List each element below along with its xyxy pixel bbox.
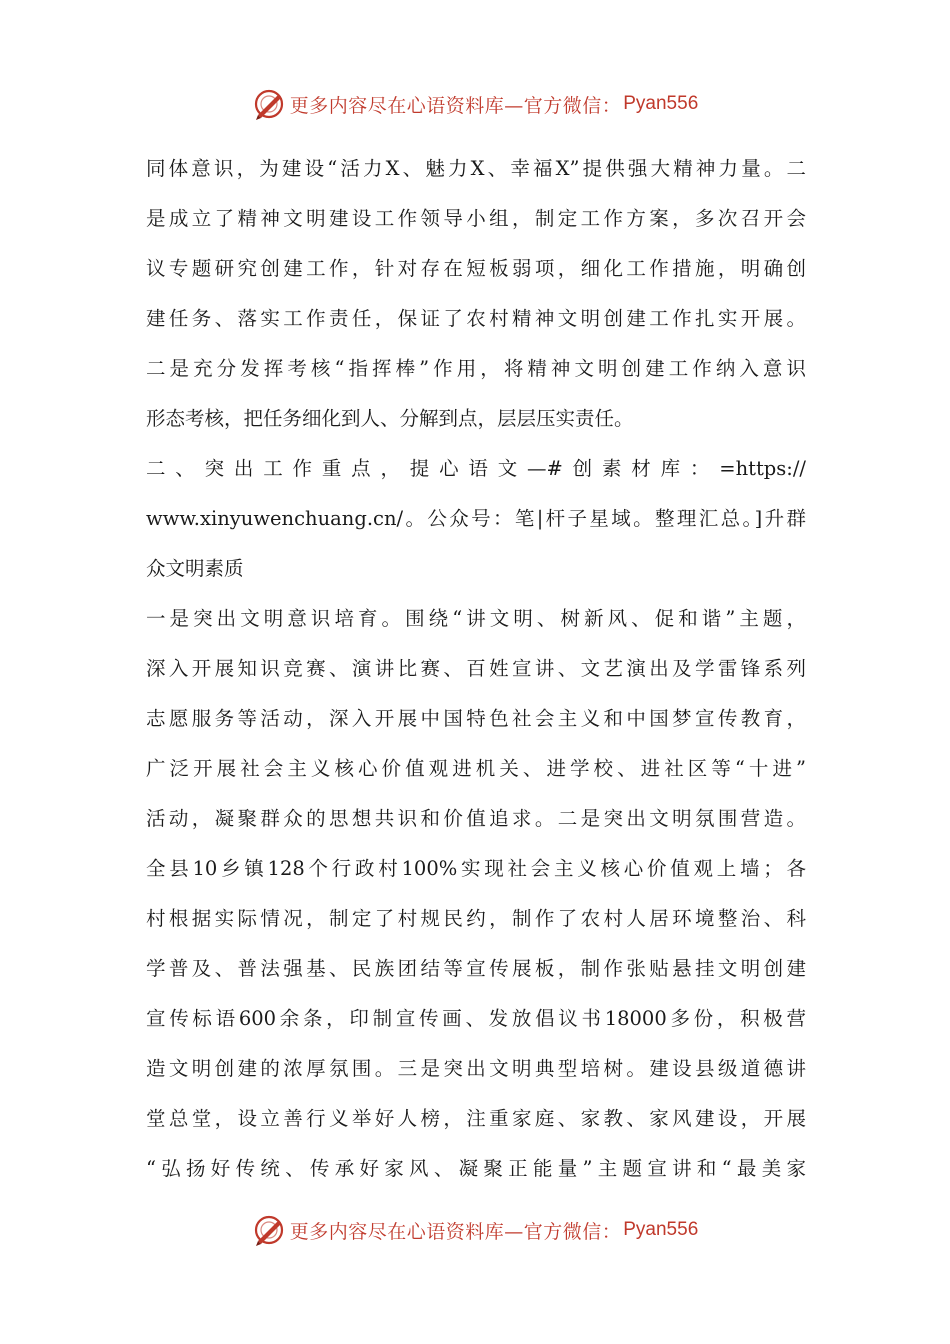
text-line: 宣传标语600余条，印制宣传画、发放倡议书18000多份，积极营 (146, 1007, 806, 1030)
section-heading-line: 二、突出工作重点，提心语文—#创素材库：=https:// (146, 457, 806, 480)
text-line: “弘扬好传统、传承好家风、凝聚正能量”主题宣讲和“最美家 (146, 1157, 806, 1180)
banner-text: 更多内容尽在心语资料库—官方微信： (289, 1220, 622, 1243)
header-banner (0, 84, 950, 124)
document-body (146, 144, 806, 1194)
text-line: www.xinyuwenchuang.cn/。公众号：笔|杆子星域。整理汇总。]升群 (146, 507, 806, 530)
pen-logo-icon (252, 1213, 286, 1247)
text-line: 志愿服务等活动，深入开展中国特色社会主义和中国梦宣传教育， (146, 707, 806, 730)
text-line: 堂总堂，设立善行义举好人榜，注重家庭、家教、家风建设，开展 (146, 1107, 806, 1130)
text-line: 众文明素质 (146, 557, 244, 580)
text-line: 广泛开展社会主义核心价值观进机关、进学校、进社区等“十进” (146, 757, 806, 780)
text-line: 形态考核，把任务细化到人、分解到点，层层压实责任。 (146, 407, 634, 430)
text-line: 是成立了精神文明建设工作领导小组，制定工作方案，多次召开会 (146, 207, 806, 230)
text-line: 学普及、普法强基、民族团结等宣传展板，制作张贴悬挂文明创建 (146, 957, 806, 980)
wechat-id: Pyan556 (623, 93, 699, 114)
text-line: 议专题研究创建工作，针对存在短板弱项，细化工作措施，明确创 (146, 257, 806, 280)
wechat-id: Pyan556 (623, 1219, 699, 1240)
text-line: 同体意识，为建设“活力X、魅力X、幸福X”提供强大精神力量。二 (146, 157, 806, 180)
pen-logo-icon (252, 87, 286, 121)
text-line: 村根据实际情况，制定了村规民约，制作了农村人居环境整治、科 (146, 907, 806, 930)
text-line: 活动，凝聚群众的思想共识和价值追求。二是突出文明氛围营造。 (146, 807, 806, 830)
footer-banner (0, 1210, 950, 1250)
text-line: 二是充分发挥考核“指挥棒”作用，将精神文明创建工作纳入意识 (146, 357, 806, 380)
text-line: 建任务、落实工作责任，保证了农村精神文明创建工作扎实开展。 (146, 307, 806, 330)
banner-text: 更多内容尽在心语资料库—官方微信： (289, 94, 622, 117)
text-line: 造文明创建的浓厚氛围。三是突出文明典型培树。建设县级道德讲 (146, 1057, 806, 1080)
text-line: 全县10乡镇128个行政村100%实现社会主义核心价值观上墙；各 (146, 857, 806, 880)
text-line: 深入开展知识竞赛、演讲比赛、百姓宣讲、文艺演出及学雷锋系列 (146, 657, 806, 680)
text-line: 一是突出文明意识培育。围绕“讲文明、树新风、促和谐”主题， (146, 607, 806, 630)
